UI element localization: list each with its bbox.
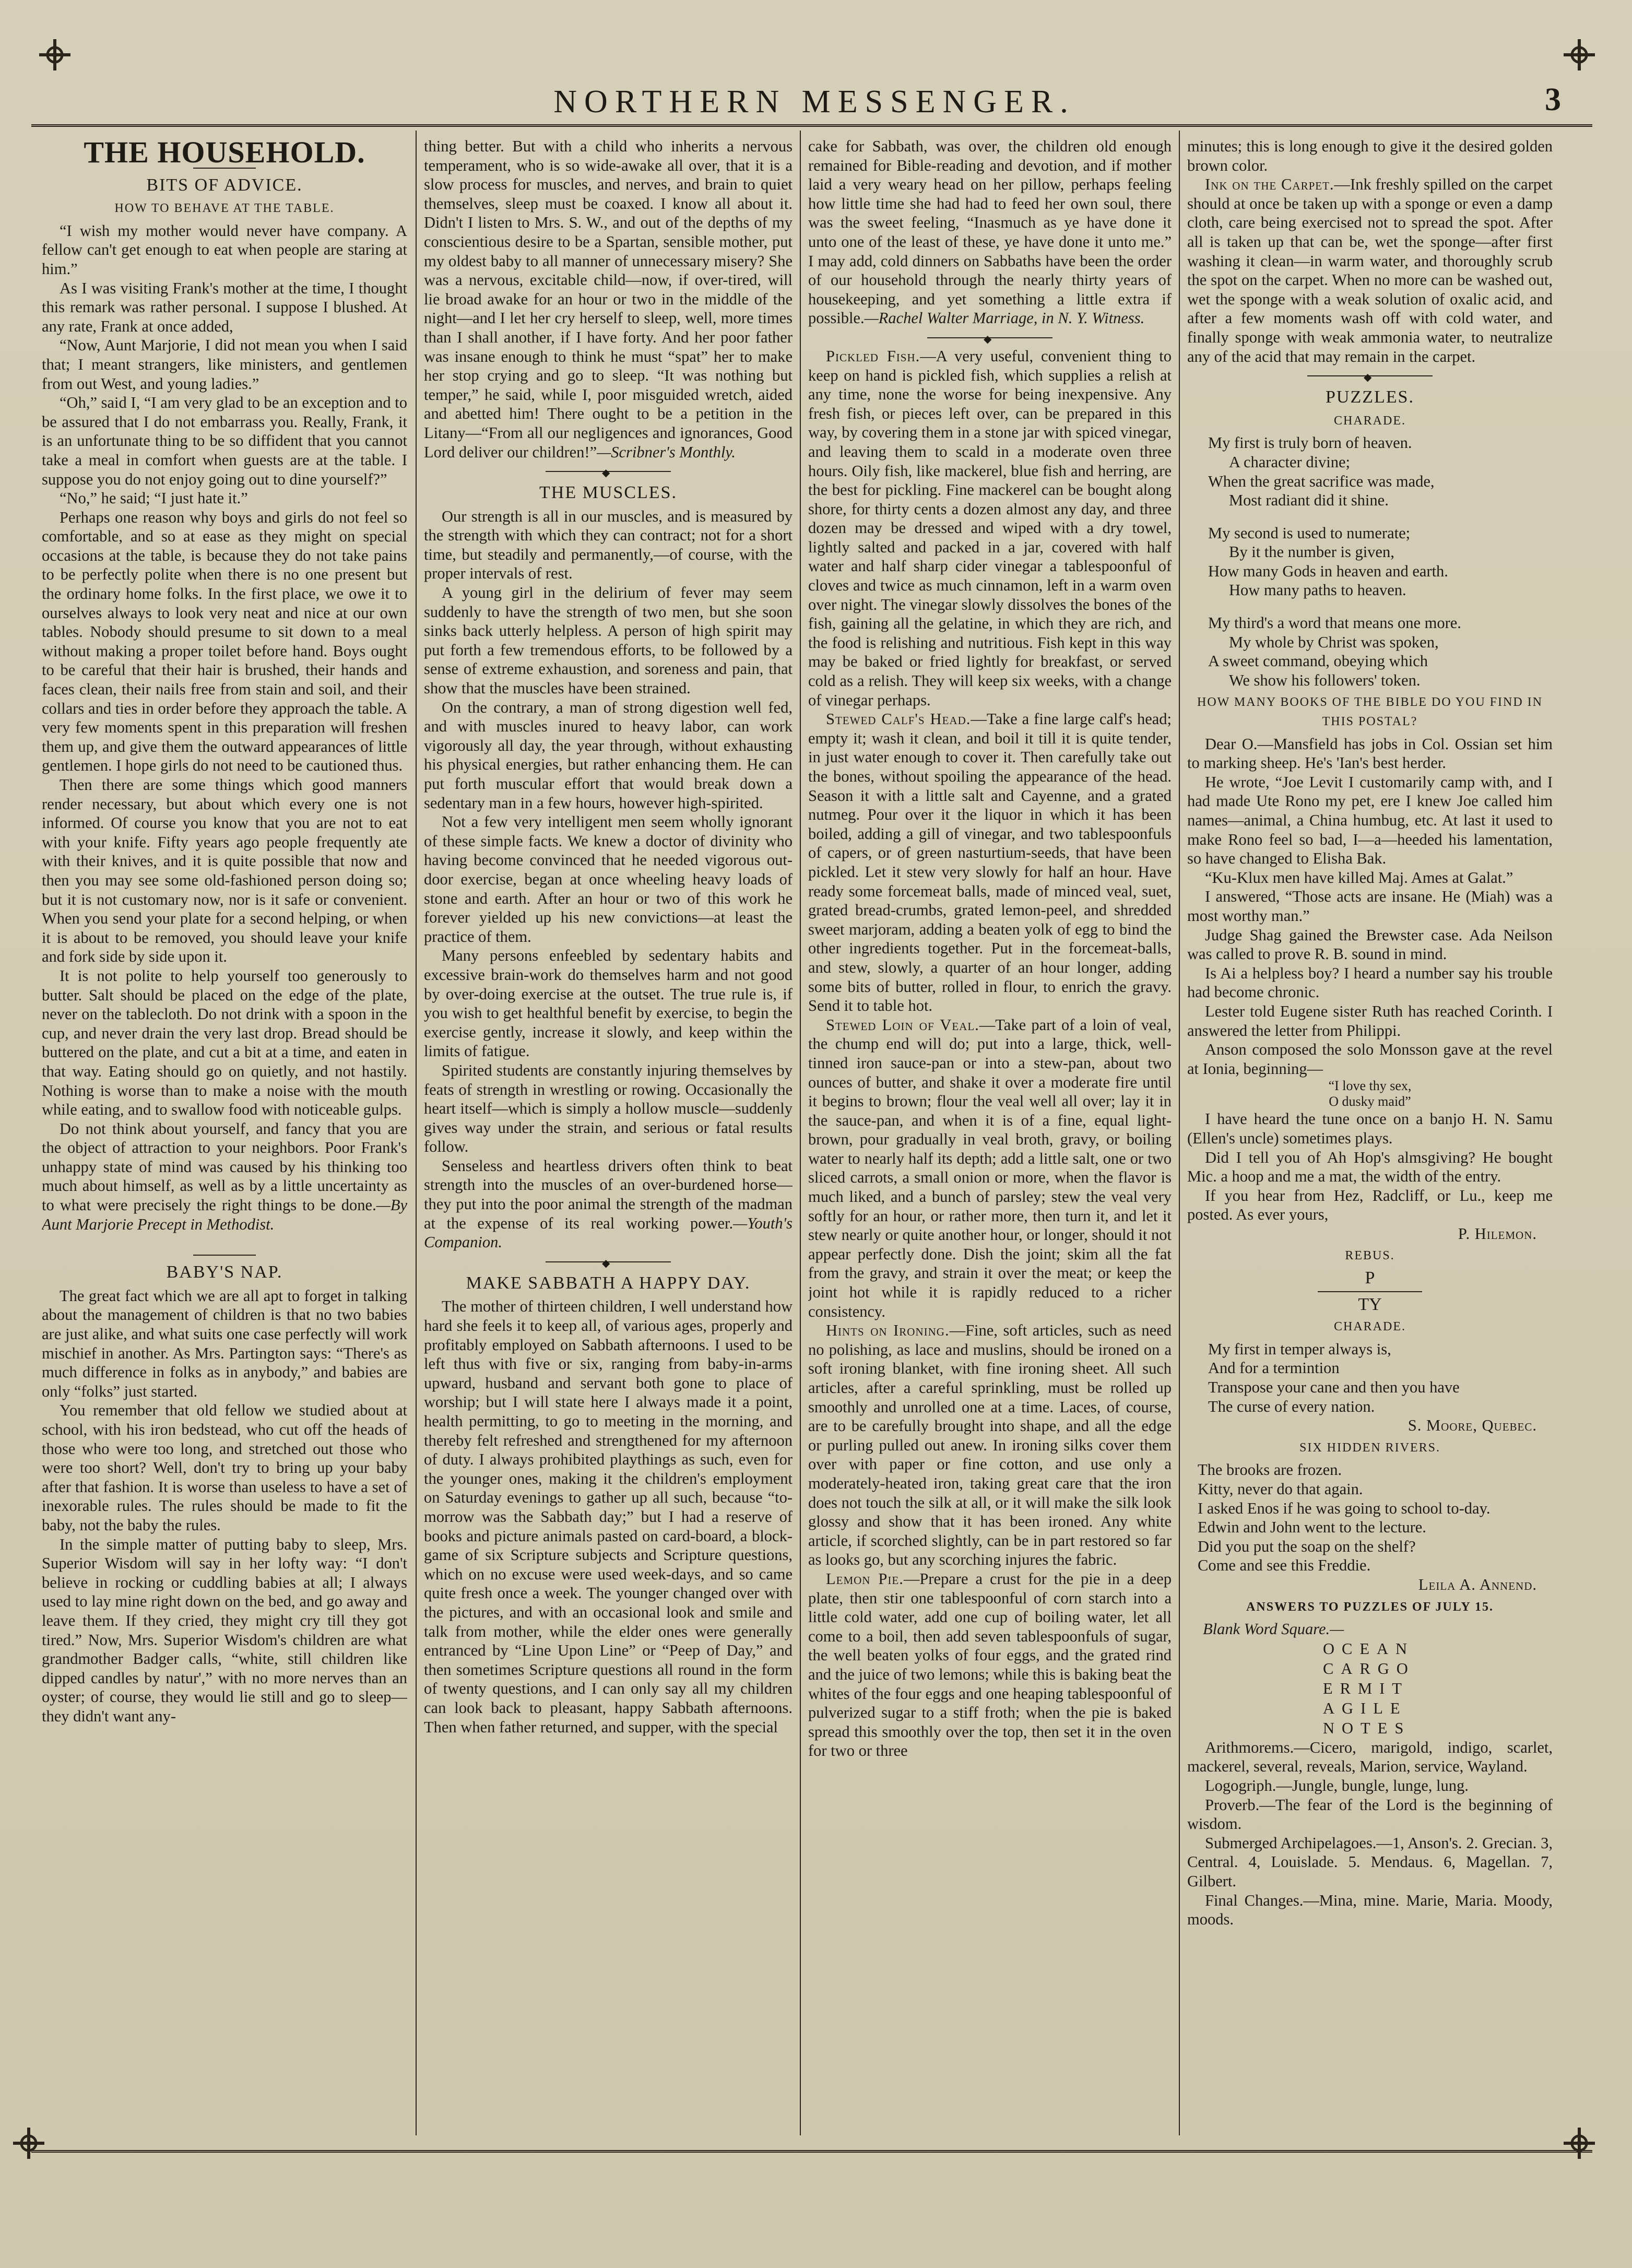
column-divider: [800, 131, 801, 2135]
recipe: [808, 347, 1172, 710]
recipe-heading: Pickled Fish.: [826, 347, 920, 365]
paragraph-text: Senseless and heartless drivers often think to beat strength into the muscles of an over-burdened horse—they put into the poor animal the strength of the madman at the expense of its real working power.: [424, 1156, 793, 1232]
source-attribution: —By Aunt Marjorie Precept in Methodist.: [42, 1196, 407, 1233]
recipe: [808, 1015, 1172, 1321]
paragraph: minutes; this is long enough to give it the desired golden brown color.: [1187, 137, 1553, 174]
paragraph: The mother of thirteen children, I well understand how hard she feels it to keep all, of various ages, properly and profitably employed on Sabbath afternoons. I used to be left thus with five or six, ranging from baby-in-arms upward, husband and servant both gone to place of worship; but I will state here I always made it a point, health permitting, to go to meeting in the morning, and thereby felt refreshed and strengthened for my afternoon of duty. I always prohibited playthings as such, even for the younger ones, making it the children's employment on Saturday evenings to gather up all such, because “to-morrow was the Sabbath day;” but I had a reserve of books and picture animals pasted on card-board, a block-game of six Scripture subjects and Scripture questions, which on no excuse were used week-days, and so came quite fresh once a week. The younger changed over with the pictures, and with an occasional look and smile and talk from mother, while the elder ones were generally entranced by “Line Upon Line” or “Peep of Day,” and then sometimes Scripture questions all round in the form of twenty questions, and I can only say all my children can look back to pleasant, happy Sabbath afternoons. Then when father returned, and supper, with the special: [424, 1297, 793, 1736]
paragraph: Did I tell you of Ah Hop's almsgiving? He bought Mic. a hoop and me a mat, the width of the entry.: [1187, 1148, 1553, 1186]
song-line: O dusky maid”: [1329, 1094, 1411, 1109]
poem-line: Most radiant did it shine.: [1229, 491, 1389, 510]
poem-line: And for a termintion: [1208, 1359, 1340, 1377]
answer: Arithmorems.—Cicero, marigold, indigo, scarlet, mackerel, several, reveals, Marion, service, Wayland.: [1187, 1738, 1553, 1776]
poem-line: How many Gods in heaven and earth.: [1208, 562, 1448, 580]
corner-ornament-icon: [1561, 37, 1598, 73]
poem-line: A sweet command, obeying which: [1208, 652, 1428, 670]
paragraph: Is Ai a helpless boy? I heard a number say his trouble had become chronic.: [1187, 964, 1553, 1001]
paragraph: Anson composed the solo Monsson gave at the revel at Ionia, beginning—: [1187, 1041, 1553, 1078]
page-number: 3: [1545, 82, 1561, 117]
poem-line: My first is truly born of heaven.: [1208, 434, 1412, 452]
song-line: “I love thy sex,: [1328, 1078, 1412, 1094]
answer: Proverb.—The fear of the Lord is the beginning of wisdom.: [1187, 1796, 1553, 1833]
paragraph: Then there are some things which good manners render necessary, but about which every one is not informed. Of course you know that you are not to eat with your knife. Fifty years ago people frequently ate with their knives, and it is quite possible that now and then you may see some old-fashioned person doing so; but it is not customary now, nor is it safe or convenient. When you send your plate for a second helping, or when it is about to be removed, you should leave your knife and fork side by side upon it.: [42, 776, 407, 966]
paragraph: In the simple matter of putting baby to sleep, Mrs. Superior Wisdom will say in her lofty way: “I don't believe in rocking or cuddling babies at all; I always used to lay mine right down on the bed, and go away and leave them. If they cried, they might cry till they got tired.” Now, Mrs. Superior Wisdom's children are what grandmother Badger calls, “white, still children like dipped candles by natur',” with no more nerves than an oyster; of course, they would lie still and go to sleep—they didn't want any-: [42, 1535, 407, 1725]
poem-line: Transpose your cane and then you have: [1208, 1378, 1460, 1397]
article-subtitle: HOW TO BEHAVE AT THE TABLE.: [114, 202, 335, 216]
divider: [546, 1256, 671, 1267]
poem-line: My first in temper always is,: [1208, 1340, 1391, 1358]
poem-line: The curse of every nation.: [1208, 1397, 1375, 1415]
charade-poem: [1187, 1340, 1553, 1416]
answer: Final Changes.—Mina, mine. Marie, Maria. Moody, moods.: [1187, 1891, 1553, 1929]
paragraph: I have heard the tune once on a banjo H. N. Samu (Ellen's uncle) sometimes plays.: [1187, 1110, 1553, 1147]
paragraph: [424, 1156, 793, 1252]
poem-gap: [1208, 600, 1553, 613]
paragraph: A young girl in the delirium of fever may seem suddenly to have the strength of two men, but she soon sinks back utterly helpless. A person of high spirit may put forth a few tremendous efforts, to be followed by a sense of extreme exhaustion, and soreness and pain, that show that the muscles have been strained.: [424, 584, 793, 698]
paragraph: You remember that old fellow we studied about at school, with his iron bedstead, who cut off the heads of those who were too long, and stretched out those who were too short? Well, don't try to bring up your baby after that fashion. It is worse than useless to have a set of inexorable rules. The rules should be made to fit the baby, not the baby the rules.: [42, 1401, 407, 1534]
paragraph: Our strength is all in our muscles, and is measured by the strength with which they can contract; not for a short time, but steadily and permanently,—of course, with the proper intervals of rest.: [424, 507, 793, 583]
poem-line: My whole by Christ was spoken,: [1229, 633, 1439, 651]
river-line: Edwin and John went to the lecture.: [1198, 1518, 1426, 1537]
article-title: THE MUSCLES.: [539, 483, 677, 503]
recipe-text: —Prepare a crust for the pie in a deep plate, then stir one tablespoonful of corn starch into a little cold water, add one cup of boiling water, let all come to a boil, then add seven tablespoonfuls of sugar, the well beaten yolks of four eggs, and the grated rind and the juice of two lemons; while this is baking beat the whites of the four eggs and one heaping tablespoonful of pulverized sugar to a stiff froth; when the pie is baked spread this smoothly over the top, then set it in the oven for two or three: [808, 1569, 1172, 1760]
paragraph-text: cake for Sabbath, was over, the children old enough remained for Bible-reading and devotion, and if mother laid a very weary head on her pillow, perhaps feeling how little time she had had to feed her own soul, there was the sweet feeling, “Inasmuch as ye have done it unto one of the least of these, ye have done it unto me.” I may add, cold dinners on Sabbaths have been the order of our household through the nearly thirty years of housekeeping, and yet something a little extra if possible.: [808, 137, 1172, 327]
paragraph: “Now, Aunt Marjorie, I did not mean you when I said that; I meant strangers, like ministers, and gentlemen from out West, and young ladies.”: [42, 336, 407, 393]
river-line: Come and see this Freddie.: [1198, 1556, 1371, 1575]
source-attribution: —Rachel Walter Marriage, in N. Y. Witness.: [864, 309, 1145, 327]
corner-ornament-icon: [1561, 2125, 1598, 2161]
source-attribution: —Scribner's Monthly.: [597, 443, 736, 461]
paragraph: The great fact which we are all apt to forget in talking about the management of children is that no two babies are just alike, and what suits one case perfectly will work mischief in another. As Mrs. Partington says: “There's as much difference in folks as in anybody,” and babies are only “folks” just started.: [42, 1286, 407, 1400]
word-square-row: ERMIT: [1323, 1679, 1409, 1697]
word-square-row: OCEAN: [1323, 1639, 1415, 1658]
paragraph: Perhaps one reason why boys and girls do not feel so comfortable, and so at ease as they might on special occasions at the table, is because they do not take pains to be perfectly polite when there is no one present but the ordinary home folks. In the first place, we owe it to ourselves always to look very neat and nice at our own tables. Nobody should presume to sit down to a meal without making a proper toilet before hand. Boys ought to be careful that their hair is brushed, their hands and faces clean, their nails free from stain and soil, and their collars and ties in order before they approach the table. A very few moments spent in this preparation will freshen them up, and give them the outward appearances of little gentlemen. I hope girls do not need to be cautioned thus.: [42, 508, 407, 775]
paragraph: “Oh,” said I, “I am very glad to be an exception and to be assured that I do not embarrass you. Really, Frank, it is an unfortunate thing to be so diffident that you cannot take a meal in comfort when guests are at the table. I suppose you do not enjoy going out to dine yourself?”: [42, 394, 407, 488]
poem-gap: [1208, 510, 1553, 524]
paragraph: [424, 137, 793, 462]
paragraph: Spirited students are constantly injuring themselves by feats of strength in wrestling or rowing. Occasionally the heart itself—which is simply a hollow muscle—suddenly gives way under the strain, and serious or fatal results follow.: [424, 1061, 793, 1156]
puzzle-title: CHARADE.: [1333, 414, 1406, 428]
river-line: Did you put the soap on the shelf?: [1198, 1537, 1416, 1555]
word-square-row: AGILE: [1323, 1699, 1408, 1717]
section-title: THE HOUSEHOLD.: [84, 137, 365, 169]
paragraph-text: thing better. But with a child who inherits a nervous temperament, who is so wide-awake all over, that it is a slow process for muscles, and nerves, and brain to quiet themselves, sleep must be coaxed. I know all about it. Didn't I listen to Mrs. S. W., and out of the depths of my conscientious desire to be a Spartan, sensible mother, put my oldest baby to all manner of unnecessary misery? She was a nervous, excitable child—now, if over-tired, will lie broad awake for an hour or two in the middle of the night—and I let her cry herself to sleep, well, more times than I shall another, if I have forty. And her poor father was insane enough to think he must “spat” her to make her stop crying and go to sleep. “It was nothing but temper,” he said, while I, poor misguided wretch, aided and abetted him! There ought to be a petition in the Litany—“From all our negligences and ignorances, Good Lord deliver our children!”: [424, 137, 793, 461]
footer-rule: [31, 2150, 1592, 2153]
poem-line: By it the number is given,: [1229, 543, 1394, 561]
paragraph: “No,” he said; “I just hate it.”: [60, 489, 248, 507]
signature: Leila A. Annend.: [1418, 1575, 1537, 1593]
recipe-heading: Hints on Ironing.: [826, 1321, 950, 1340]
recipe-text: —Ink freshly spilled on the carpet should at once be taken up with a sponge or even a damp cloth, care being exercised not to spread the spot. After all is taken up that can be, wet the sponge—after first washing it clean—in warm water, and thoroughly scrub the spot on the carpet. When no more can be washed out, wet the sponge with a weak solution of oxalic acid, and after a few moments wash off with cold water, and finally sponge with weak ammonia water, to neutralize any of the acid that may remain in the carpet.: [1187, 175, 1553, 365]
paragraph: [42, 1119, 407, 1234]
paragraph: Judge Shag gained the Brewster case. Ada Neilson was called to prove R. B. sound in mind.: [1187, 926, 1553, 963]
charade-poem: [1187, 433, 1553, 690]
recipe-text: —Take a fine large calf's head; empty it; wash it clean, and boil it till it is quite tender, in just water enough to cover it. Then carefully take out the bones, without spoiling the appearance of the head. Season it with a little salt and Cayenne, and a grated nutmeg. Pour over it the liquor in which it has been boiled, adding a gill of vinegar, and two tablespoonfuls of capers, or of green nasturtium-seeds, that have been pickled. Let it stew very slowly for half an hour. Have ready some forcemeat balls, made of minced veal, suet, grated bread-crumbs, grated lemon-peel, and shredded sweet marjoram, adding a beaten yolk of egg to bind the other ingredients together. Put in the forcemeat-balls, and stew, slowly, a quarter of an hour longer, adding some bits of butter, rolled in flour, to enrich the gravy. Send it to table hot.: [808, 710, 1172, 1015]
poem-line: When the great sacrifice was made,: [1208, 472, 1435, 490]
recipe-heading: Stewed Calf's Head.: [826, 710, 971, 728]
masthead: [47, 78, 1582, 125]
divider: [927, 332, 1052, 342]
river-line: The brooks are frozen.: [1198, 1461, 1342, 1479]
column-3: [808, 137, 1172, 2131]
article-title: BABY'S NAP.: [166, 1262, 283, 1282]
paragraph: [808, 137, 1172, 328]
paragraph-text: Do not think about yourself, and fancy that you are the object of attraction to your neighbors. Poor Frank's unhappy state of mind was caused by his thinking too much about himself, as well as by a little uncertainty as to what were precisely the right things to be done.: [42, 1119, 407, 1214]
answer: Logogriph.—Jungle, bungle, lunge, lung.: [1205, 1776, 1469, 1794]
puzzle-title: REBUS.: [1345, 1249, 1395, 1263]
paragraph: “I wish my mother would never have company. A fellow can't get enough to eat when people are staring at him.”: [42, 221, 407, 278]
paragraph: Lester told Eugene sister Ruth has reached Corinth. I answered the letter from Philippi.: [1187, 1002, 1553, 1040]
poem-line: My third's a word that means one more.: [1208, 614, 1461, 632]
recipe: [808, 1321, 1172, 1569]
answer-label: Blank Word Square.—: [1203, 1620, 1344, 1638]
divider: [1307, 370, 1433, 381]
poem-line: How many paths to heaven.: [1229, 581, 1406, 599]
column-4: [1187, 137, 1553, 2131]
header-rule: [31, 124, 1592, 127]
puzzle-title: CHARADE.: [1333, 1320, 1406, 1334]
paragraph: On the contrary, a man of strong digestion well fed, and with muscles inured to heavy labor, can work vigorously all day, the year through, without exhausting his physical energies, but rather enhancing them. He can put forth muscular effort that would break down a sedentary man in a few hours, however high-spirited.: [424, 698, 793, 812]
paragraph: If you hear from Hez, Radcliff, or Lu., keep me posted. As ever yours,: [1187, 1186, 1553, 1224]
newspaper-title: NORTHERN MESSENGER.: [553, 84, 1075, 120]
recipe-text: —Take part of a loin of veal, the chump end will do; put into a large, thick, well-tinned iron sauce-pan or into a stew-pan, about two ounces of butter, and shake it over a moderate fire until it begins to brown; flour the veal well all over; lay it in the sauce-pan, and when it is of a fine, equal light-brown, pour gradually in veal broth, gravy, or boiling water to nearly half its depth; add a little salt, one or two sliced carrots, a small onion or more, when the flavor is much liked, and a bunch of parsley; stew the veal very softly for an hour, or rather more, then turn it, and let it stew nearly or quite another hour, or longer, should it not appear perfectly done. Dish the joint; skim all the fat from the gravy, and strain it over the meat; or keep the joint hot while it is rapidly reduced to a richer consistency.: [808, 1015, 1172, 1320]
paragraph: “Ku-Klux men have killed Maj. Ames at Galat.”: [1205, 868, 1513, 887]
recipe-heading: Stewed Loin of Veal.: [826, 1015, 979, 1034]
poem-line: A character divine;: [1229, 453, 1351, 471]
word-square-row: NOTES: [1323, 1719, 1411, 1737]
puzzle-title: HOW MANY BOOKS OF THE BIBLE DO YOU FIND IN THIS POSTAL?: [1197, 695, 1543, 729]
corner-ornament-icon: [37, 37, 73, 73]
rebus-line: TY: [1358, 1294, 1382, 1314]
signature: S. Moore, Quebec.: [1408, 1416, 1537, 1435]
paragraph: I answered, “Those acts are insane. He (Miah) was a most worthy man.”: [1187, 888, 1553, 925]
source-attribution: —Youth's Companion.: [424, 1214, 793, 1251]
paragraph: He wrote, “Joe Levit I customarily camp with, and I had made Ute Rono my pet, ere I knew Joe called him names—animal, a China humbug, etc. At last it used to make Rono feel so bad, I—a—heeded his lamentation, so have changed to Elisha Bak.: [1187, 773, 1553, 868]
paragraph: It is not polite to help yourself too generously to butter. Salt should be placed on the edge of the plate, never on the tablecloth. Do not drink with a spoon in the cup, and never drain the very last drop. Bread should be buttered on the plate, and cut a bit at a time, and eaten in that way. Eating should go on quietly, and not hastily. Nothing is worse than to make a noise with the mouth while eating, and to swallow food with noticeable gulps.: [42, 966, 407, 1119]
recipe: [1187, 175, 1553, 366]
rebus-line: P: [1365, 1268, 1375, 1288]
word-square-row: CARGO: [1323, 1659, 1415, 1678]
paragraph: Many persons enfeebled by sedentary habits and excessive brain-work do themselves harm and not good by over-doing exercise at the outset. The true rule is, if you wish to get healthful benefit by exercise, to begin the exercise gently, increase it slowly, and keep within the limits of fatigue.: [424, 947, 793, 1060]
poem-line: We show his followers' token.: [1229, 671, 1421, 689]
article-title: BITS OF ADVICE.: [146, 175, 303, 195]
column-2: [424, 137, 793, 2131]
divider: [193, 1255, 256, 1256]
recipe-heading: Ink on the Carpet.: [1205, 175, 1334, 194]
column-divider: [416, 131, 417, 2135]
river-line: I asked Enos if he was going to school to-day.: [1198, 1499, 1491, 1517]
recipe-text: —A very useful, convenient thing to keep on hand is pickled fish, which supplies a relish at any time, none the worse for being inexpensive. Any fresh fish, or pieces left over, can be prepared in this way, by covering them in a stone jar with spiced vinegar, and leaving them to scald in a moderate oven three hours. Oily fish, like mackerel, blue fish and herring, are the best for pickling. Fine mackerel can be bought along shore, for thirty cents a dozen almost any day, and three dozen may be dressed and wiped with a dry towel, lightly salted and packed in a jar, covered with half water and half sharp cider vinegar a tablespoonful of cloves and twice as much cinnamon, left in a warm oven over night. The vinegar slowly dissolves the bones of the fish, gaining all the gelatine, in which they are rich, and the food is relishing and nutritious. Fish kept in this way may be baked or fried lightly for breakfast, or served cold as a relish. They will keep six weeks, with a change of vinegar perhaps.: [808, 347, 1172, 709]
rebus-rule: [1318, 1291, 1422, 1292]
signature: P. Hilemon.: [1458, 1224, 1537, 1243]
recipe: [808, 710, 1172, 1015]
article-title: MAKE SABBATH A HAPPY DAY.: [466, 1273, 751, 1293]
paragraph: Not a few very intelligent men seem wholly ignorant of these simple facts. We knew a doctor of divinity who having become convinced that he needed vigorous out-door exercise, began at once wheeling heavy loads of stone and earth. After an hour or two of this work he forever yielded up his new convictions—at least the practice of them.: [424, 813, 793, 946]
column-1: [42, 137, 407, 2131]
answer: Submerged Archipelagoes.—1, Anson's. 2. Grecian. 3, Central. 4, Louislade. 5. Mendaus. 6, Magellan. 7, Gilbert.: [1187, 1834, 1553, 1890]
recipe: [808, 1569, 1172, 1761]
section-title: PUZZLES.: [1326, 387, 1414, 407]
puzzle-title: ANSWERS TO PUZZLES OF JULY 15.: [1246, 1600, 1494, 1614]
poem-line: My second is used to numerate;: [1208, 524, 1411, 542]
rivers-list: [1187, 1460, 1553, 1575]
river-line: Kitty, never do that again.: [1198, 1480, 1363, 1498]
paragraph: As I was visiting Frank's mother at the time, I thought this remark was rather personal. I suppose I blushed. At any rate, Frank at once added,: [42, 279, 407, 335]
paragraph: Dear O.—Mansfield has jobs in Col. Ossian set him to marking sheep. He's 'Ian's best herder.: [1187, 735, 1553, 772]
column-divider: [1179, 131, 1180, 2135]
recipe-text: —Fine, soft articles, such as need no polishing, as lace and muslins, should be ironed on a soft ironing blanket, with fine ironing sheet. All such articles, after a careful sprinkling, must be rolled up smoothly and unrolled one at a time. Laces, of course, are to be carefully brought into shape, and all the edge or purling pulled out anew. In ironing silks cover them over with paper or fine cotton, and use only a moderately-heated iron, taking great care that the iron does not touch the silk at all, or it will make the silk look glossy and show that it has been ironed. Any white article, if scorched slightly, can be in part restored so far as looks go, but any scorching injures the fabric.: [808, 1321, 1172, 1569]
recipe-heading: Lemon Pie.: [826, 1569, 904, 1588]
puzzle-title: SIX HIDDEN RIVERS.: [1299, 1440, 1440, 1455]
divider: [546, 466, 671, 476]
